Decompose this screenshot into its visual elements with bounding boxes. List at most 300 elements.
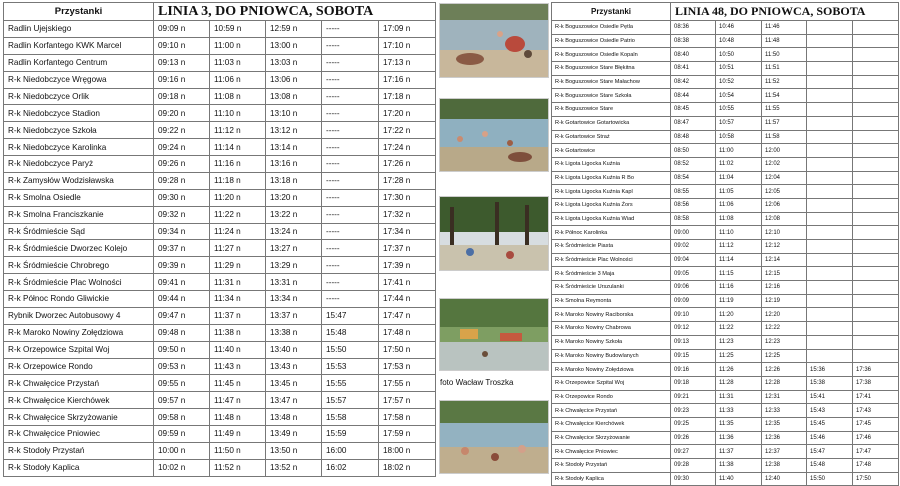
stop-name-cell: R-k Maroko Nowiny Chabrowa [552, 322, 671, 336]
departure-time-cell: 17:57 n [379, 392, 436, 409]
departure-time-cell: 17:13 n [379, 54, 436, 71]
departure-time-cell: ----- [322, 105, 379, 122]
departure-time-cell: 13:16 n [266, 156, 322, 173]
departure-time-cell: 08:54 [671, 171, 716, 185]
stop-name-cell: R-k Smolna Franciszkanie [4, 206, 154, 223]
stop-name-cell: R-k Śródmieście Chrobrego [4, 257, 154, 274]
departure-time-cell: 11:20 n [210, 189, 266, 206]
stop-name-cell: R-k Stodoły Przystań [4, 442, 154, 459]
departure-time-cell: 16:02 [322, 459, 379, 476]
table-row [552, 376, 899, 390]
departure-time-cell: ----- [322, 156, 379, 173]
departure-time-cell: 17:24 n [379, 139, 436, 156]
table-row [552, 21, 899, 35]
departure-time-cell: 11:34 n [210, 291, 266, 308]
departure-time-cell: 13:22 n [266, 206, 322, 223]
stop-name-cell: R-k Chwałęcice Przystań [552, 404, 671, 418]
departure-time-cell: 11:03 n [210, 54, 266, 71]
departure-time-cell: 12:40 [762, 472, 807, 486]
departure-time-cell: 12:23 [762, 335, 807, 349]
departure-time-cell [853, 253, 899, 267]
stop-name-cell: R-k Orzepowice Szpital Woj [552, 376, 671, 390]
departure-time-cell: 11:06 [716, 198, 762, 212]
stop-name-cell: R-k Chwałęcice Pniowiec [552, 445, 671, 459]
line48-title: LINIA 48, DO PNIOWCA, SOBOTA [671, 3, 899, 21]
departure-time-cell: 13:10 n [266, 105, 322, 122]
table-row [4, 307, 436, 324]
stop-name-cell: Radlin Ujejskiego [4, 21, 154, 38]
table-row [552, 294, 899, 308]
photo-lake-beach-2 [439, 98, 549, 172]
departure-time-cell: 08:42 [671, 75, 716, 89]
stop-name-cell: R-k Boguszowice Stare Błękitna [552, 62, 671, 76]
table-row [4, 105, 436, 122]
departure-time-cell: ----- [322, 21, 379, 38]
departure-time-cell: 08:55 [671, 185, 716, 199]
table-row [4, 172, 436, 189]
line3-title: LINIA 3, DO PNIOWCA, SOBOTA [154, 3, 436, 21]
departure-time-cell: ----- [322, 37, 379, 54]
table-row [552, 281, 899, 295]
departure-time-cell: 11:40 n [210, 341, 266, 358]
departure-time-cell [807, 89, 853, 103]
departure-time-cell: 13:20 n [266, 189, 322, 206]
departure-time-cell: 13:24 n [266, 223, 322, 240]
table-row [552, 308, 899, 322]
departure-time-cell: 09:15 [671, 349, 716, 363]
table-row [4, 375, 436, 392]
departure-time-cell: 08:45 [671, 103, 716, 117]
departure-time-cell: ----- [322, 139, 379, 156]
stop-name-cell: R-k Chwałęcice Pniowiec [4, 426, 154, 443]
stop-name-cell: R-k Śródmieście Urszulanki [552, 281, 671, 295]
departure-time-cell: 15:45 [807, 417, 853, 431]
stop-name-cell: R-k Stodoły Kaplica [4, 459, 154, 476]
departure-time-cell: 09:04 [671, 253, 716, 267]
departure-time-cell: 11:14 [716, 253, 762, 267]
table-row [552, 185, 899, 199]
departure-time-cell [807, 144, 853, 158]
table-row [552, 267, 899, 281]
table-row [552, 171, 899, 185]
departure-time-cell: 09:23 [671, 404, 716, 418]
departure-time-cell: 17:48 n [379, 324, 436, 341]
departure-time-cell [853, 294, 899, 308]
departure-time-cell: 15:53 [322, 358, 379, 375]
departure-time-cell: 10:58 [716, 130, 762, 144]
table-row [4, 324, 436, 341]
departure-time-cell: 11:22 [716, 322, 762, 336]
departure-time-cell: 13:14 n [266, 139, 322, 156]
stop-name-cell: R-k Śródmieście Piasta [552, 240, 671, 254]
departure-time-cell: 09:30 n [154, 189, 210, 206]
departure-time-cell: 17:55 n [379, 375, 436, 392]
departure-time-cell: 13:34 n [266, 291, 322, 308]
departure-time-cell: 10:48 [716, 34, 762, 48]
departure-time-cell: 12:26 [762, 363, 807, 377]
departure-time-cell [853, 75, 899, 89]
departure-time-cell: 10:57 [716, 116, 762, 130]
departure-time-cell: 12:06 [762, 198, 807, 212]
departure-time-cell: 12:36 [762, 431, 807, 445]
line3-header-row [4, 3, 436, 21]
departure-time-cell [853, 130, 899, 144]
departure-time-cell: 12:10 [762, 226, 807, 240]
departure-time-cell: 11:28 [716, 376, 762, 390]
departure-time-cell: 12:16 [762, 281, 807, 295]
table-row [4, 37, 436, 54]
departure-time-cell: 11:49 n [210, 426, 266, 443]
departure-time-cell [853, 322, 899, 336]
departure-time-cell: 11:37 [716, 445, 762, 459]
departure-time-cell: 10:00 n [154, 442, 210, 459]
departure-time-cell: 17:28 n [379, 172, 436, 189]
table-row [552, 48, 899, 62]
departure-time-cell: 09:20 n [154, 105, 210, 122]
departure-time-cell: 09:22 n [154, 122, 210, 139]
departure-time-cell: 17:59 n [379, 426, 436, 443]
departure-time-cell: 17:39 n [379, 257, 436, 274]
departure-time-cell: 09:55 n [154, 375, 210, 392]
table-row [4, 54, 436, 71]
table-row [4, 206, 436, 223]
departure-time-cell: 11:19 [716, 294, 762, 308]
departure-time-cell: 12:38 [762, 459, 807, 473]
departure-time-cell: ----- [322, 291, 379, 308]
departure-time-cell: 12:22 [762, 322, 807, 336]
table-row [552, 253, 899, 267]
departure-time-cell: 11:29 n [210, 257, 266, 274]
departure-time-cell: 08:41 [671, 62, 716, 76]
departure-time-cell: 12:14 [762, 253, 807, 267]
table-row [552, 34, 899, 48]
departure-time-cell [807, 75, 853, 89]
stop-name-cell: R-k Niedobczyce Paryż [4, 156, 154, 173]
departure-time-cell [807, 130, 853, 144]
table-row [4, 459, 436, 476]
departure-time-cell: 17:53 n [379, 358, 436, 375]
departure-time-cell [853, 185, 899, 199]
departure-time-cell: 17:50 n [379, 341, 436, 358]
stop-name-cell: R-k Maroko Nowiny Szkoła [552, 335, 671, 349]
departure-time-cell: 11:06 n [210, 71, 266, 88]
departure-time-cell [807, 226, 853, 240]
departure-time-cell: 15:38 [807, 376, 853, 390]
departure-time-cell: 12:59 n [266, 21, 322, 38]
departure-time-cell [807, 185, 853, 199]
departure-time-cell: 15:55 [322, 375, 379, 392]
departure-time-cell: 16:00 [322, 442, 379, 459]
stop-name-cell: R-k Smolna Reymonta [552, 294, 671, 308]
photo-lake-beach-3 [439, 400, 549, 474]
departure-time-cell: 17:41 [853, 390, 899, 404]
departure-time-cell [807, 308, 853, 322]
stop-name-cell: R-k Boguszowice Stare Małachow [552, 75, 671, 89]
departure-time-cell [853, 62, 899, 76]
departure-time-cell [853, 21, 899, 35]
stop-name-cell: R-k Maroko Nowiny Raciborska [552, 308, 671, 322]
departure-time-cell: 09:32 n [154, 206, 210, 223]
table-row [552, 404, 899, 418]
departure-time-cell [807, 240, 853, 254]
departure-time-cell: 13:00 n [266, 37, 322, 54]
departure-time-cell: 10:46 [716, 21, 762, 35]
table-row [4, 358, 436, 375]
stop-name-cell: R-k Maroko Nowiny Zołędziowa [4, 324, 154, 341]
table-row [4, 257, 436, 274]
table-row [552, 144, 899, 158]
departure-time-cell: 13:43 n [266, 358, 322, 375]
departure-time-cell: 13:18 n [266, 172, 322, 189]
stop-name-cell: Radlin Korfantego Centrum [4, 54, 154, 71]
departure-time-cell [807, 212, 853, 226]
departure-time-cell: 17:45 [853, 417, 899, 431]
departure-time-cell: 09:12 [671, 322, 716, 336]
table-row [4, 21, 436, 38]
departure-time-cell: 11:31 n [210, 274, 266, 291]
departure-time-cell: ----- [322, 257, 379, 274]
departure-time-cell: 15:59 [322, 426, 379, 443]
departure-time-cell: 11:08 n [210, 88, 266, 105]
stop-name-cell: R-k Chwałęcice Skrzyżowanie [552, 431, 671, 445]
departure-time-cell: 09:28 [671, 459, 716, 473]
departure-time-cell: 11:02 [716, 157, 762, 171]
departure-time-cell [853, 144, 899, 158]
departure-time-cell: 11:51 [762, 62, 807, 76]
departure-time-cell: 11:31 [716, 390, 762, 404]
table-row [552, 349, 899, 363]
departure-time-cell: 09:47 n [154, 307, 210, 324]
table-row [552, 198, 899, 212]
departure-time-cell: 11:43 n [210, 358, 266, 375]
departure-time-cell: 11:18 n [210, 172, 266, 189]
departure-time-cell [853, 48, 899, 62]
departure-time-cell: 11:22 n [210, 206, 266, 223]
departure-time-cell: 09:39 n [154, 257, 210, 274]
departure-time-cell: 11:26 [716, 363, 762, 377]
departure-time-cell: 09:41 n [154, 274, 210, 291]
departure-time-cell [853, 157, 899, 171]
photo-lake-beach-1 [439, 3, 549, 78]
departure-time-cell: 11:12 n [210, 122, 266, 139]
departure-time-cell: ----- [322, 54, 379, 71]
departure-time-cell: 17:09 n [379, 21, 436, 38]
table-row [4, 409, 436, 426]
departure-time-cell: 09:21 [671, 390, 716, 404]
stop-name-cell: R-k Północ Rondo Gliwickie [4, 291, 154, 308]
departure-time-cell: 13:37 n [266, 307, 322, 324]
table-row [552, 445, 899, 459]
departure-time-cell: 11:47 n [210, 392, 266, 409]
departure-time-cell: 11:48 [762, 34, 807, 48]
table-row [4, 442, 436, 459]
departure-time-cell: 17:47 n [379, 307, 436, 324]
departure-time-cell: 15:47 [807, 445, 853, 459]
table-row [4, 88, 436, 105]
departure-time-cell: 11:38 n [210, 324, 266, 341]
stop-name-cell: R-k Smolna Osiedle [4, 189, 154, 206]
departure-time-cell: 09:09 [671, 294, 716, 308]
departure-time-cell: 11:35 [716, 417, 762, 431]
departure-time-cell: 11:05 [716, 185, 762, 199]
departure-time-cell: 13:40 n [266, 341, 322, 358]
departure-time-cell: 08:56 [671, 198, 716, 212]
departure-time-cell: 08:48 [671, 130, 716, 144]
departure-time-cell: 15:48 [807, 459, 853, 473]
departure-time-cell: 17:10 n [379, 37, 436, 54]
departure-time-cell: 13:27 n [266, 240, 322, 257]
departure-time-cell: 11:08 [716, 212, 762, 226]
departure-time-cell: 11:00 [716, 144, 762, 158]
photo-playground [439, 298, 549, 371]
stop-name-cell: R-k Boguszowice Stare [552, 103, 671, 117]
departure-time-cell: 17:34 n [379, 223, 436, 240]
table-row [552, 75, 899, 89]
departure-time-cell: 09:02 [671, 240, 716, 254]
departure-time-cell: 11:58 [762, 130, 807, 144]
departure-time-cell: 18:00 n [379, 442, 436, 459]
departure-time-cell: 09:00 [671, 226, 716, 240]
departure-time-cell: 17:22 n [379, 122, 436, 139]
departure-time-cell: 10:59 n [210, 21, 266, 38]
stop-name-cell: R-k Gotartowice Straż [552, 130, 671, 144]
departure-time-cell [807, 267, 853, 281]
departure-time-cell: 17:36 [853, 363, 899, 377]
stop-name-cell: R-k Chwałęcice Kierchówek [552, 417, 671, 431]
departure-time-cell: 10:55 [716, 103, 762, 117]
stop-name-cell: R-k Orzepowice Rondo [4, 358, 154, 375]
departure-time-cell: 12:33 [762, 404, 807, 418]
stop-name-cell: R-k Ligota Ligocka Kuźnia R Bo [552, 171, 671, 185]
departure-time-cell: 09:37 n [154, 240, 210, 257]
departure-time-cell: 08:52 [671, 157, 716, 171]
departure-time-cell: 12:31 [762, 390, 807, 404]
stop-name-cell: R-k Śródmieście 3 Maja [552, 267, 671, 281]
photo-trees-picnic [439, 196, 549, 271]
departure-time-cell: 09:24 n [154, 139, 210, 156]
departure-time-cell: 10:54 [716, 89, 762, 103]
departure-time-cell: 11:50 n [210, 442, 266, 459]
departure-time-cell [853, 281, 899, 295]
departure-time-cell: 12:02 [762, 157, 807, 171]
departure-time-cell: ----- [322, 240, 379, 257]
table-row [552, 62, 899, 76]
departure-time-cell: ----- [322, 206, 379, 223]
stop-name-cell: R-k Boguszowice Osiedle Kopaln [552, 48, 671, 62]
stop-name-cell: R-k Ligota Ligocka Kuźnia Kapl [552, 185, 671, 199]
departure-time-cell [807, 171, 853, 185]
stop-name-cell: R-k Ligota Ligocka Kuźnia Żors [552, 198, 671, 212]
departure-time-cell: 08:47 [671, 116, 716, 130]
departure-time-cell: 09:06 [671, 281, 716, 295]
table-row [4, 223, 436, 240]
departure-time-cell: 09:13 [671, 335, 716, 349]
table-row [552, 431, 899, 445]
stop-name-cell: R-k Śródmieście Plac Wolności [552, 253, 671, 267]
departure-time-cell: 13:06 n [266, 71, 322, 88]
departure-time-cell: 15:47 [322, 307, 379, 324]
departure-time-cell: 09:10 n [154, 37, 210, 54]
departure-time-cell: 17:26 n [379, 156, 436, 173]
departure-time-cell: 10:50 [716, 48, 762, 62]
departure-time-cell [853, 103, 899, 117]
stop-name-cell: R-k Zamysłów Wodzisławska [4, 172, 154, 189]
departure-time-cell [853, 89, 899, 103]
departure-time-cell: 13:52 n [266, 459, 322, 476]
departure-time-cell: 13:12 n [266, 122, 322, 139]
departure-time-cell [807, 294, 853, 308]
departure-time-cell: 12:19 [762, 294, 807, 308]
departure-time-cell: 13:31 n [266, 274, 322, 291]
departure-time-cell: 09:13 n [154, 54, 210, 71]
departure-time-cell: 11:48 n [210, 409, 266, 426]
departure-time-cell: ----- [322, 274, 379, 291]
departure-time-cell: 11:52 n [210, 459, 266, 476]
departure-time-cell: 11:25 [716, 349, 762, 363]
departure-time-cell [807, 198, 853, 212]
departure-time-cell: 08:40 [671, 48, 716, 62]
departure-time-cell: 11:57 [762, 116, 807, 130]
departure-time-cell: ----- [322, 223, 379, 240]
departure-time-cell: 15:50 [322, 341, 379, 358]
departure-time-cell: 10:52 [716, 75, 762, 89]
stop-name-cell: R-k Maroko Nowiny Budowlanych [552, 349, 671, 363]
departure-time-cell: 09:44 n [154, 291, 210, 308]
departure-time-cell: 09:26 n [154, 156, 210, 173]
departure-time-cell [807, 253, 853, 267]
departure-time-cell: 12:37 [762, 445, 807, 459]
stop-name-cell: R-k Chwałęcice Przystań [4, 375, 154, 392]
departure-time-cell: 08:44 [671, 89, 716, 103]
departure-time-cell: 09:05 [671, 267, 716, 281]
departure-time-cell: 11:04 [716, 171, 762, 185]
departure-time-cell: 12:04 [762, 171, 807, 185]
departure-time-cell: 09:50 n [154, 341, 210, 358]
departure-time-cell: 09:57 n [154, 392, 210, 409]
departure-time-cell: 11:46 [762, 21, 807, 35]
table-row [552, 89, 899, 103]
departure-time-cell [853, 240, 899, 254]
departure-time-cell: 09:58 n [154, 409, 210, 426]
stop-name-cell: R-k Boguszowice Osiedle Patrio [552, 34, 671, 48]
photo-caption: foto Wacław Troszka [440, 378, 514, 387]
departure-time-cell: 08:36 [671, 21, 716, 35]
departure-time-cell [807, 116, 853, 130]
table-row [552, 157, 899, 171]
stop-name-cell: R-k Niedobczyce Orlik [4, 88, 154, 105]
departure-time-cell [853, 34, 899, 48]
departure-time-cell: 10:02 n [154, 459, 210, 476]
departure-time-cell: 09:59 n [154, 426, 210, 443]
departure-time-cell: 11:37 n [210, 307, 266, 324]
departure-time-cell: 10:51 [716, 62, 762, 76]
departure-time-cell: 09:53 n [154, 358, 210, 375]
departure-time-cell: 12:15 [762, 267, 807, 281]
departure-time-cell: 17:37 n [379, 240, 436, 257]
departure-time-cell [807, 349, 853, 363]
stop-name-cell: R-k Gotartowice Gotartowicka [552, 116, 671, 130]
departure-time-cell: 17:20 n [379, 105, 436, 122]
line3-timetable [3, 2, 436, 477]
table-row [4, 392, 436, 409]
departure-time-cell: 11:45 n [210, 375, 266, 392]
departure-time-cell: 09:25 [671, 417, 716, 431]
departure-time-cell: 11:00 n [210, 37, 266, 54]
stop-name-cell: R-k Orzepowice Szpital Woj [4, 341, 154, 358]
table-row [4, 71, 436, 88]
departure-time-cell: 17:43 [853, 404, 899, 418]
departure-time-cell: 17:48 [853, 459, 899, 473]
